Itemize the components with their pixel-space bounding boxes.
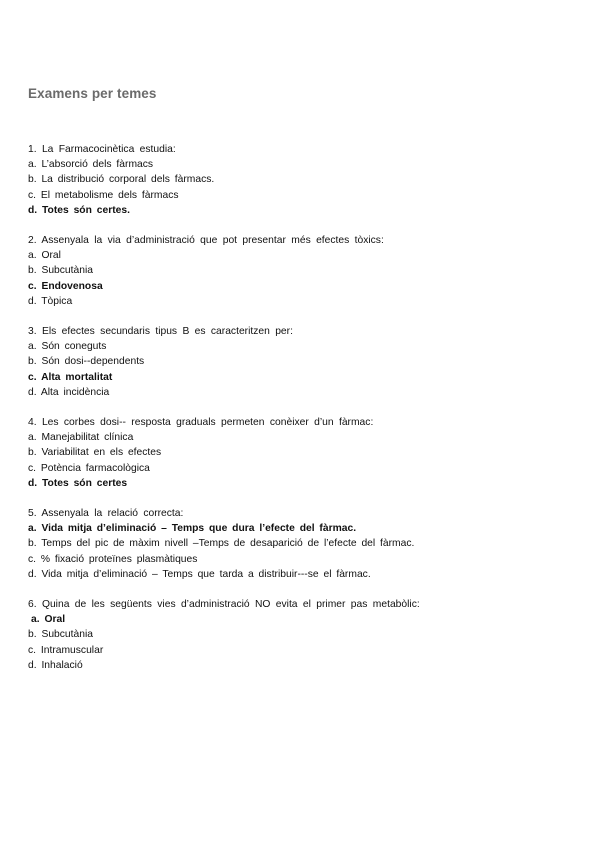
answer-option-correct: a. Vida mitja d’eliminació – Temps que dura l’efecte del fàrmac. bbox=[28, 523, 357, 535]
answer-option: b. Subcutània bbox=[28, 629, 93, 641]
question-text: 4. Les corbes dosi-‐ resposta graduals permeten conèixer d’un fàrmac: bbox=[28, 417, 374, 429]
question-text: 2. Assenyala la via d’administració que pot presentar més efectes tòxics: bbox=[28, 235, 384, 247]
question-3 bbox=[28, 324, 578, 400]
question-list bbox=[28, 142, 578, 688]
question-2 bbox=[28, 233, 578, 309]
question-text: 1. La Farmacocinètica estudia: bbox=[28, 144, 176, 155]
answer-option: c. Intramuscular bbox=[28, 644, 104, 656]
answer-option: d. Vida mitja d’eliminació – Temps que tarda a distribuir-‐‐se el fàrmac. bbox=[28, 568, 371, 580]
answer-option-correct: d. Totes són certes bbox=[28, 477, 128, 489]
answer-option: c. Potència farmacològica bbox=[28, 462, 150, 474]
answer-option-correct: d. Totes són certes. bbox=[28, 204, 130, 216]
answer-option: b. Temps del pic de màxim nivell –Temps de desaparició de l’efecte del fàrmac. bbox=[28, 538, 415, 550]
answer-option-correct: c. Endovenosa bbox=[28, 280, 103, 292]
answer-option: d. Tòpica bbox=[28, 295, 73, 307]
answer-option: a. Són coneguts bbox=[28, 341, 107, 353]
answer-option-correct: a. Oral bbox=[31, 614, 66, 626]
answer-option: b. Són dosi-‐dependents bbox=[28, 356, 145, 368]
answer-option: d. Inhalació bbox=[28, 659, 83, 671]
answer-option: b. Subcutània bbox=[28, 265, 93, 277]
question-6 bbox=[28, 597, 578, 673]
answer-option: c. El metabolisme dels fàrmacs bbox=[28, 189, 179, 201]
answer-option: d. Alta incidència bbox=[28, 386, 110, 398]
question-text: 6. Quina de les següents vies d’administració NO evita el primer pas metabòlic: bbox=[28, 599, 420, 611]
answer-option: b. La distribució corporal dels fàrmacs. bbox=[28, 174, 215, 186]
question-5 bbox=[28, 506, 578, 582]
answer-option: b. Variabilitat en els efectes bbox=[28, 447, 162, 459]
question-1 bbox=[28, 142, 578, 218]
answer-option: c. % fixació proteïnes plasmàtiques bbox=[28, 553, 198, 565]
question-text: 3. Els efectes secundaris tipus B es caracteritzen per: bbox=[28, 326, 293, 338]
page-title: Examens per temes bbox=[28, 86, 157, 101]
answer-option: a. Oral bbox=[28, 250, 61, 262]
question-4 bbox=[28, 415, 578, 491]
answer-option-correct: c. Alta mortalitat bbox=[28, 371, 113, 383]
answer-option: a. L’absorció dels fàrmacs bbox=[28, 159, 154, 171]
answer-option: a. Manejabilitat clínica bbox=[28, 432, 134, 444]
question-text: 5. Assenyala la relació correcta: bbox=[28, 508, 184, 520]
